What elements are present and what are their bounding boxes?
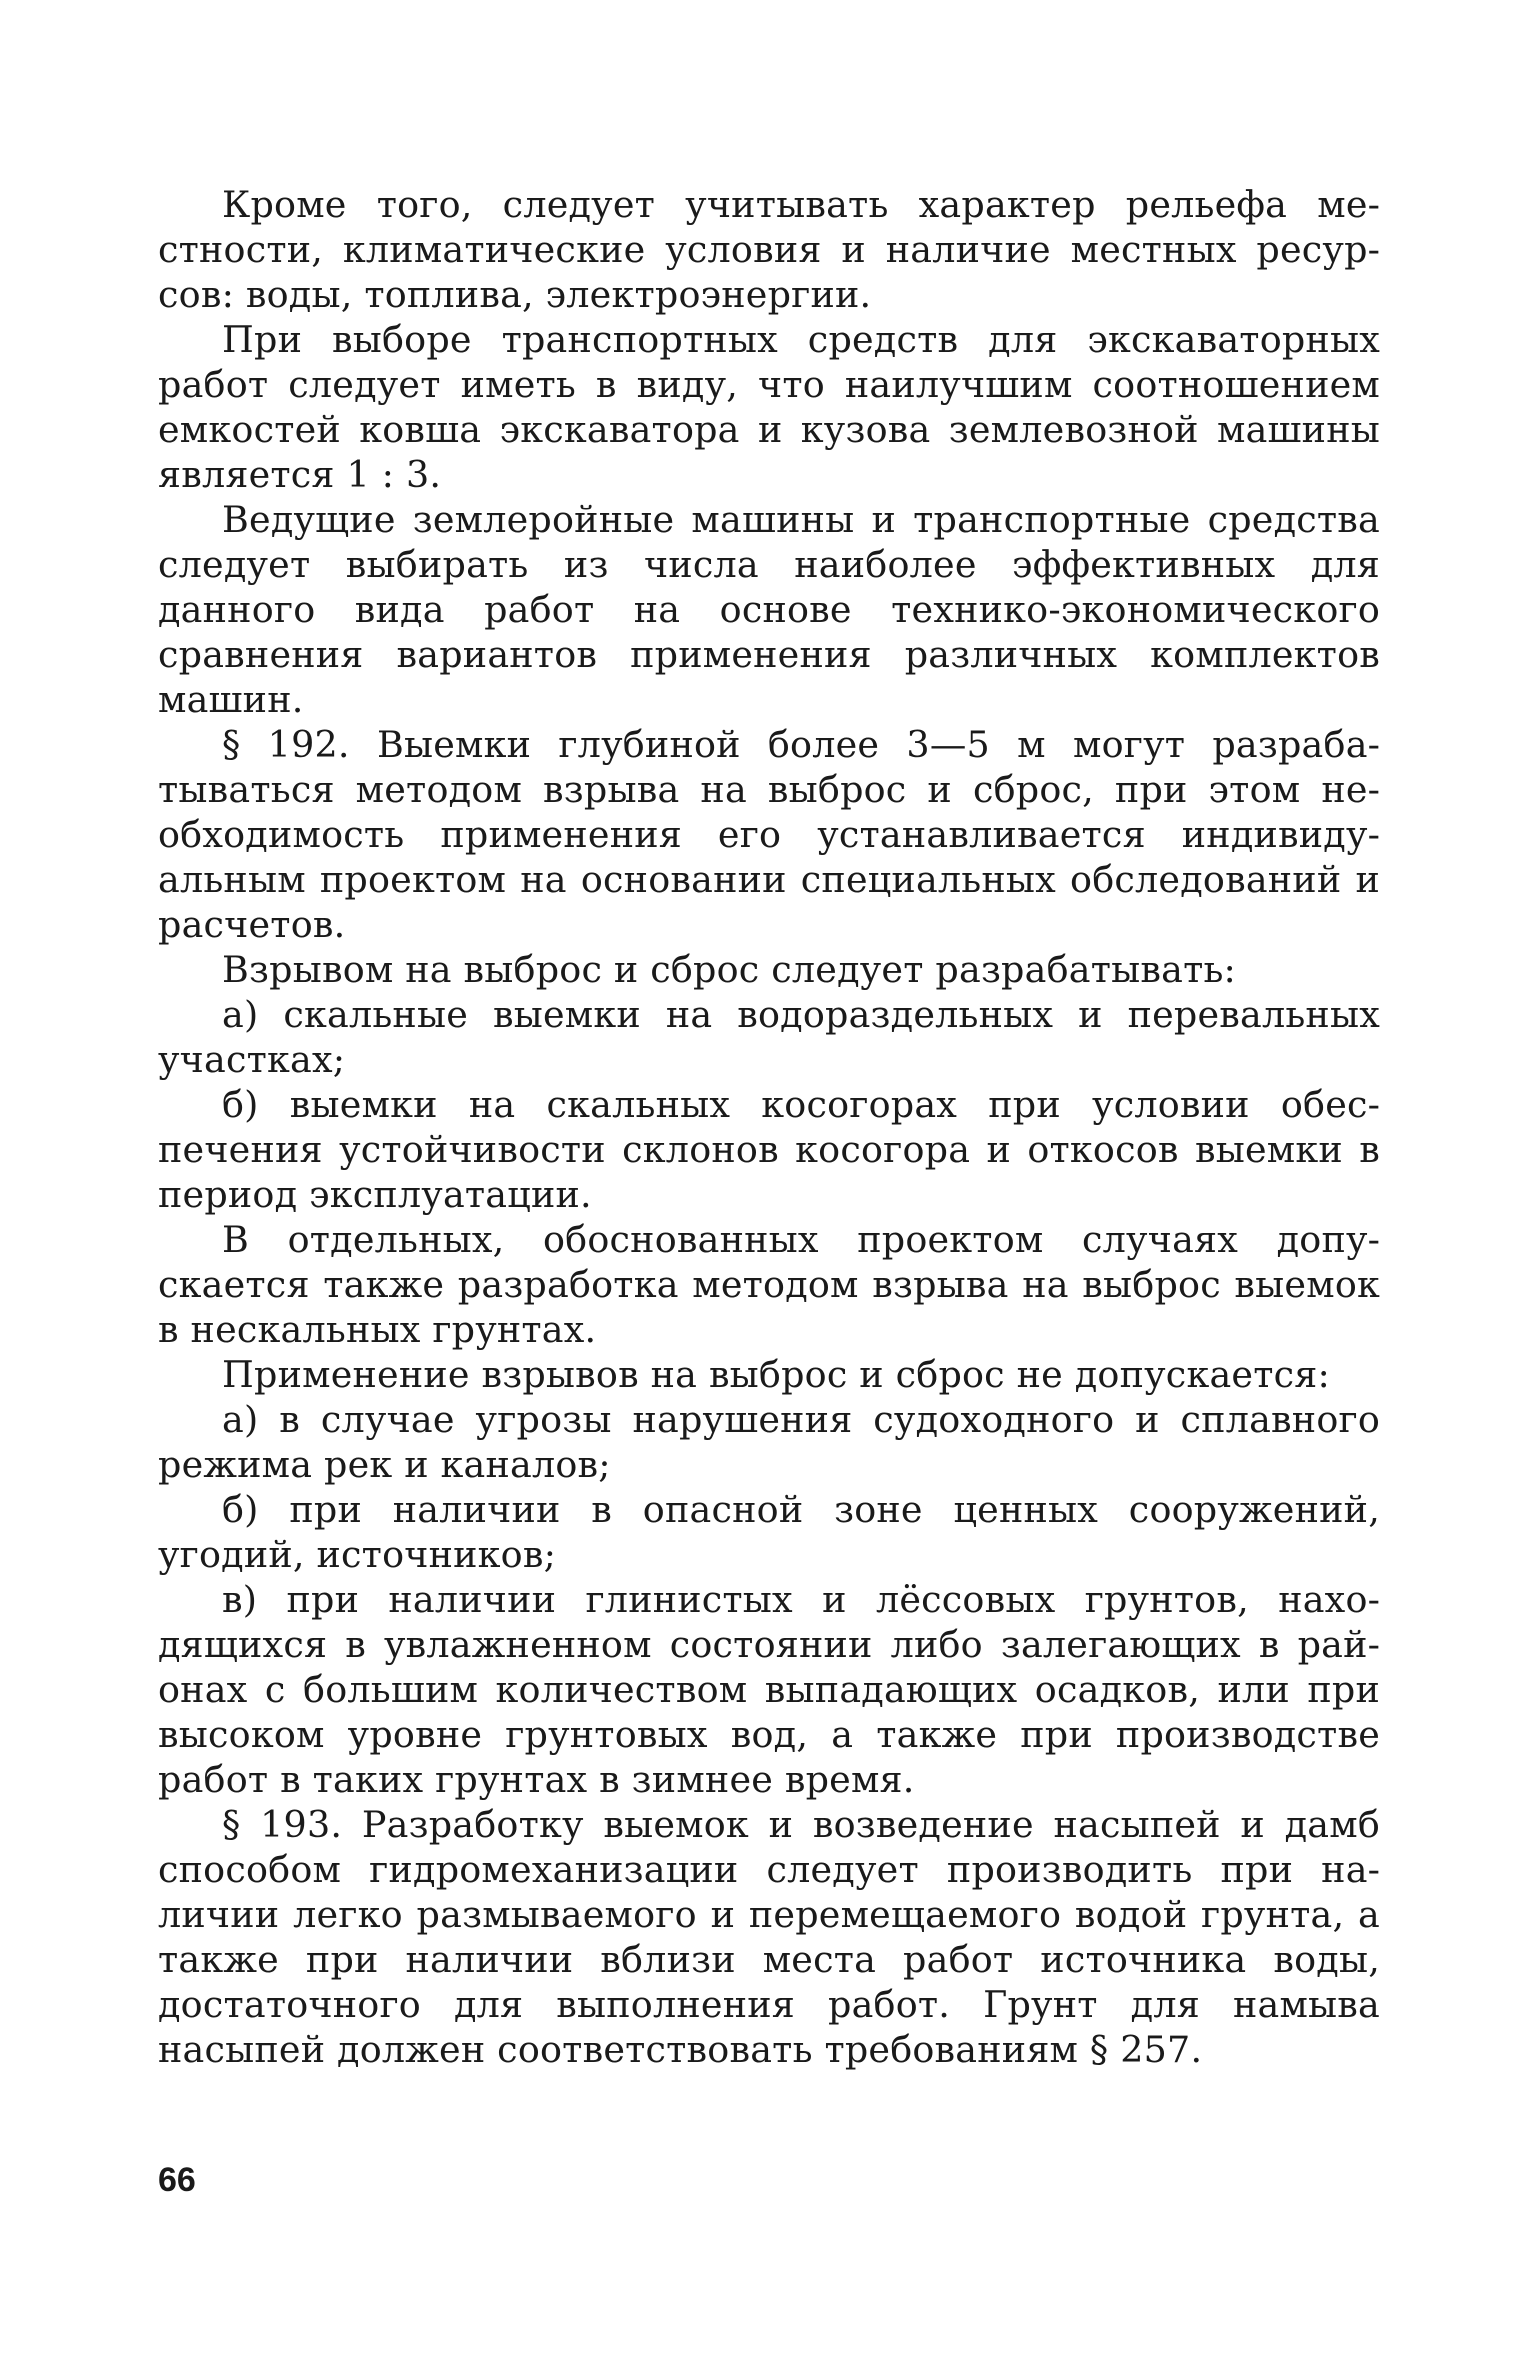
paragraph-terrain-conditions: Кроме того, следует учитывать характер рельефа местности, климатические условия и наличие местных ресурсов: воды, топлива, электроэнергии.: [158, 183, 1380, 316]
list-item-rock-slopes: б) выемки на скальных косогорах при условии обеспечения устойчивости склонов косогора и откосов выемки в период эксплуатации.: [158, 1083, 1380, 1216]
paragraph-non-rock-soils: В отдельных, обоснованных проектом случаях допускается также разработка методом взрыва на выброс выемок в нескальных грунтах.: [158, 1218, 1380, 1351]
paragraph-transport-selection: При выборе транспортных средств для экскаваторных работ следует иметь в виду, что наилучшим соотношением емкостей ковша экскаватора и кузова землевозной машины является 1 : 3.: [158, 318, 1380, 496]
page-text-block: [158, 182, 1380, 2072]
list-item-navigation-threat: а) в случае угрозы нарушения судоходного и сплавного режима рек и каналов;: [158, 1398, 1380, 1486]
paragraph-leading-machines: Ведущие землеройные машины и транспортные средства следует выбирать из числа наиболее эффективных для данного вида работ на основе технико-экономического сравнения вариантов применения различных комплектов машин.: [158, 498, 1380, 721]
paragraph-section-193: § 193. Разработку выемок и возведение насыпей и дамб способом гидромеханизации следует производить при наличии легко размываемого и перемещаемого водой грунта, а также при наличии вблизи места работ источника воды, достаточного для выполнения работ. Грунт для намыва насыпей должен соответствовать требованиям § 257.: [158, 1803, 1380, 2071]
page-number: 66: [158, 2161, 196, 2199]
list-item-rock-cuts: а) скальные выемки на водораздельных и перевальных участках;: [158, 993, 1380, 1081]
list-item-clay-loess-soils: в) при наличии глинистых и лёссовых грунтов, находящихся в увлажненном состоянии либо залегающих в районах с большим количеством выпадающих осадков, или при высоком уровне грунтовых вод, а также при производстве работ в таких грунтах в зимнее время.: [158, 1578, 1380, 1801]
paragraph-section-192: § 192. Выемки глубиной более 3—5 м могут разрабатываться методом взрыва на выброс и сброс, при этом необходимость применения его устанавливается индивидуальным проектом на основании специальных обследований и расчетов.: [158, 723, 1380, 946]
paragraph-blasting-intro: Взрывом на выброс и сброс следует разрабатывать:: [222, 948, 1237, 991]
paragraph-blasting-prohibited: Применение взрывов на выброс и сброс не допускается:: [222, 1353, 1330, 1396]
list-item-valuable-structures: б) при наличии в опасной зоне ценных сооружений, угодий, источников;: [158, 1488, 1380, 1576]
